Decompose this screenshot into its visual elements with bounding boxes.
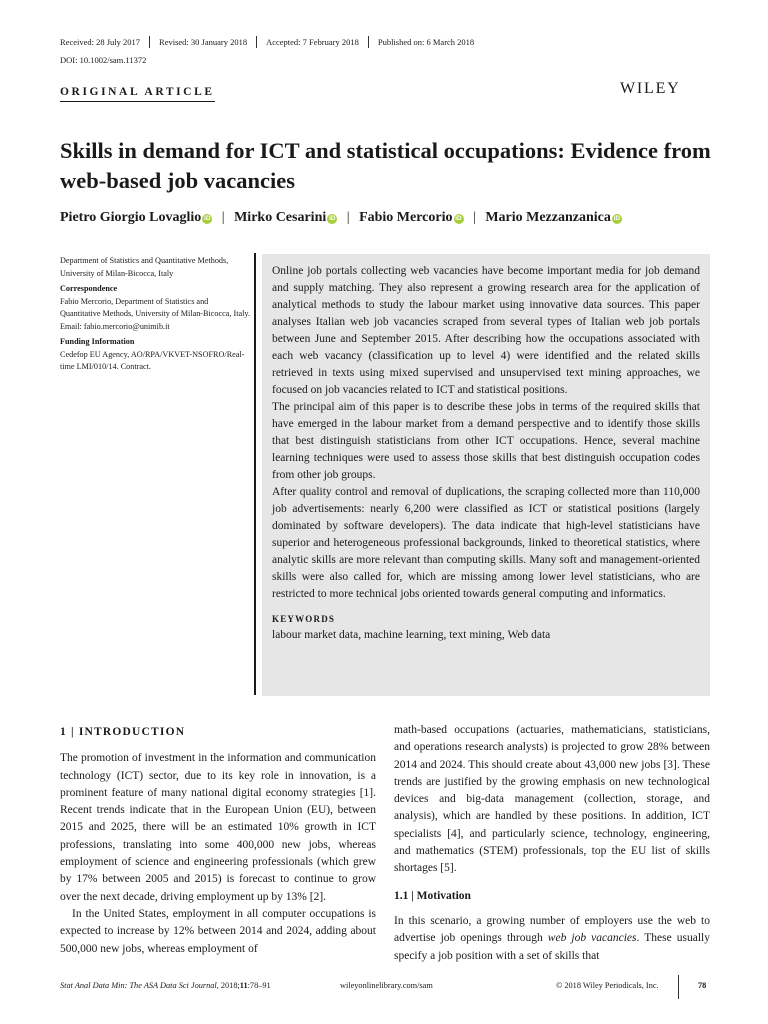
citation-volume: 11	[239, 981, 248, 990]
author-name[interactable]: Pietro Giorgio Lovaglio	[60, 210, 202, 225]
orcid-icon[interactable]: iD	[613, 215, 621, 222]
author-separator: |	[221, 210, 225, 225]
keywords-heading: KEYWORDS	[272, 614, 336, 624]
body-text: In this scenario, a growing number of employers use the web to advertise job openings through	[394, 914, 710, 945]
publication-dates	[60, 36, 483, 48]
body-paragraph: In the United States, employment in all computer occupations is expected to increase by 12% between 2014 and 2024, adding about 500,000 new jobs, whereas employment of	[60, 907, 376, 955]
article-type: ORIGINAL ARTICLE	[60, 86, 215, 102]
correspondence-text: Fabio Mercorio, Department of Statistics and Quantitative Methods, University of Milan-Bicocca, Italy.	[60, 296, 251, 318]
abstract-paragraph: After quality control and removal of duplications, the scraping collected more than 110,000 job advertisements: nearly 6,200 were classified as ICT or statistical positions (largely dominated by software developers). The data indicate that high-level statisticians have superior and heterogeneous professional backgrounds, linked to theoretical statistics, where analytic skills are more relevant than computing skills. Many soft and management-oriented skills were also called for, which are missing among lower level statisticians, who are restricted to more technical jobs oriented towards general computing and informatics.	[272, 486, 700, 600]
accepted-date: Accepted: 7 February 2018	[256, 36, 368, 48]
journal-url[interactable]: wileyonlinelibrary.com/sam	[340, 981, 433, 990]
doi[interactable]: DOI: 10.1002/sam.11372	[60, 55, 147, 65]
author-list	[60, 210, 622, 226]
correspondence-email[interactable]: Email: fabio.mercorio@unimib.it	[60, 321, 170, 331]
section-heading-introduction: 1 | INTRODUCTION	[60, 726, 186, 738]
copyright: © 2018 Wiley Periodicals, Inc.	[556, 981, 659, 990]
received-date: Received: 28 July 2017	[60, 37, 141, 47]
body-text: . These usually specify a job position with a set of skills that	[394, 932, 710, 962]
citation-pages: :78–91	[247, 981, 271, 990]
body-column-right	[394, 722, 710, 965]
orcid-icon[interactable]: iD	[455, 215, 462, 222]
sidebar-divider	[254, 253, 256, 695]
journal-name: Stat Anal Data Min: The ASA Data Sci Journal	[60, 981, 217, 990]
author-name[interactable]: Mirko Cesarini	[234, 210, 327, 225]
abstract-paragraph: Online job portals collecting web vacancies have become important media for job demand and supply matching. They also represent a growing research area for the application of analytical methods to study the labour market using innovative data sources. This paper analyses Italian web job vacancies scraped from several types of Italian web job portals between June and September 2015. After describing how the occupations associated with each web vacancy (classification up to level 4) were identified and the related skills retrieved in texts using mixed supervised and unsupervised text mining approaches, we focused on job vacancies related to ICT and statistical positions.	[272, 265, 700, 396]
author-separator: |	[346, 210, 350, 225]
emphasis-web-job-vacancies: web job vacancies	[547, 932, 637, 945]
body-paragraph: The promotion of investment in the information and communication technology (ICT) sector, due to its key role in innovation, is a prominent feature of many national digital economy strategies [1]. Recent trends indicate that in the European Union (EU), between 2015 and 2025, there will be an estimated 10% growth in ICT professions, translating into some 400,000 new jobs, whereas employment of science and engineering professionals (which grew by 17% between 2005 and 2015) is forecast to continue to grow over the next decade, driving employment up by 13% [2].	[60, 752, 376, 903]
body-column-left	[60, 724, 376, 958]
revised-date: Revised: 30 January 2018	[149, 36, 256, 48]
article-title: Skills in demand for ICT and statistical occupations: Evidence from web-based job vacancies	[60, 138, 711, 193]
published-date: Published on: 6 March 2018	[368, 36, 483, 48]
author-name[interactable]: Mario Mezzanzanica	[485, 210, 611, 225]
section-heading-motivation: 1.1 | Motivation	[394, 889, 471, 902]
body-paragraph: math-based occupations (actuaries, mathematicians, statisticians, and operations research analysts) is projected to grow 28% between 2014 and 2024. This should create about 43,000 new jobs [3]. These trends are justified by the growing emphasis on new technological devices and big-data management (collection, storage, and analysis), which are handled by these positions. In addition, ICT specialists [4], and particularly science, technology, engineering, and mathematics (STEM) professionals, top the EU list of skills shortages [5].	[394, 724, 710, 875]
keywords-list: labour market data, machine learning, text mining, Web data	[272, 629, 551, 641]
funding-heading: Funding Information	[60, 337, 135, 346]
journal-citation	[60, 981, 271, 990]
footer-divider	[678, 975, 679, 999]
publisher-logo: WILEY	[620, 80, 681, 97]
author-separator: |	[473, 210, 476, 225]
citation-year: , 2018;	[216, 981, 240, 990]
body-paragraph	[394, 913, 710, 965]
article-info-sidebar	[60, 255, 250, 374]
funding-text: Cedefop EU Agency, AO/RPA/VKVET-NSOFRO/Real-time LMI/010/14. Contract.	[60, 349, 245, 371]
orcid-icon[interactable]: iD	[204, 215, 211, 222]
page-number: 78	[698, 981, 707, 990]
author-name[interactable]: Fabio Mercorio	[359, 210, 453, 225]
correspondence-heading: Correspondence	[60, 284, 118, 293]
abstract-paragraph: The principal aim of this paper is to describe these jobs in terms of the required skills that have emerged in the labour market from a demand perspective and to identify those skills that best distinguish statisticians from other ICT occupations. Hence, several machine learning techniques were used to assess those skills that best distinguish occupation codes from other job groups.	[272, 401, 700, 481]
affiliation: Department of Statistics and Quantitative Methods, University of Milan-Bicocca, Italy	[60, 256, 229, 278]
abstract-box	[262, 254, 710, 696]
orcid-icon[interactable]: iD	[329, 215, 336, 222]
